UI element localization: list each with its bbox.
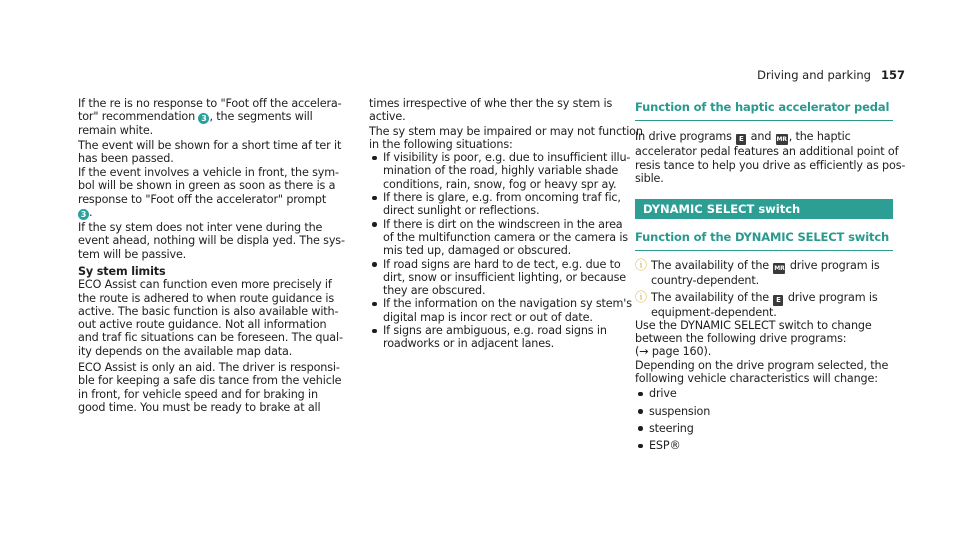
- list-item: [369, 258, 631, 298]
- column-1: [78, 97, 350, 414]
- column-3-lower: [635, 231, 893, 453]
- dynamic-select-heading: [635, 231, 893, 251]
- e-program-icon: E: [736, 134, 746, 145]
- section-title: Driving and parking: [757, 68, 871, 82]
- list-item: suspension: [635, 405, 893, 418]
- mr-program-icon: MR: [776, 136, 787, 144]
- text-line: good time. You must be ready to brake at all: [78, 400, 321, 414]
- text-line: [635, 130, 893, 145]
- text-line: direct sunlight or reflections.: [383, 204, 540, 218]
- text: The availability of the: [651, 290, 773, 304]
- paragraph: [635, 130, 906, 185]
- text-line: between the following drive programs:: [635, 332, 847, 346]
- text-line: active.: [369, 110, 406, 124]
- note: [635, 291, 893, 319]
- subheading: Sy stem limits: [78, 264, 166, 278]
- list-item: ESP®: [635, 439, 893, 452]
- column-2: [369, 97, 643, 351]
- paragraph: [78, 361, 350, 414]
- text-line: [78, 206, 350, 220]
- text-line: tem will be passive.: [78, 247, 187, 261]
- page-header: [757, 68, 905, 82]
- e-program-icon: E: [773, 295, 783, 306]
- text-line: If the information on the navigation sy stem's: [383, 297, 632, 311]
- paragraph: [635, 359, 893, 386]
- text-line: mination of the road, highly variable shade: [383, 164, 619, 178]
- text-line: If the sy stem does not inter vene during the: [78, 221, 323, 235]
- text-line: times irrespective of whe ther the sy stem is: [369, 97, 613, 110]
- text-line: in the following situations:: [369, 137, 513, 151]
- text: drive program is: [786, 259, 880, 273]
- paragraph: [78, 139, 350, 166]
- text-line: bol will be shown in green as soon as there is a: [78, 179, 336, 193]
- characteristics-list: [635, 387, 893, 452]
- text-line: ECO Assist can function even more precisely if: [78, 278, 332, 292]
- text: drive program is: [784, 290, 878, 304]
- callout-3-icon: 3: [198, 113, 209, 124]
- text-line: If road signs are hard to de tect, e.g. due to: [383, 257, 621, 271]
- text: The availability of the: [651, 259, 773, 273]
- note: [635, 259, 893, 287]
- page-link[interactable]: (→ page 160).: [635, 345, 712, 359]
- paragraph: [369, 97, 631, 124]
- text-line: The sy stem may be impaired or may not function: [369, 124, 643, 138]
- text: , the haptic: [788, 130, 851, 144]
- text-line: active. The basic function is also available with‐: [78, 304, 339, 318]
- text-line: following vehicle characteristics will change:: [635, 372, 878, 386]
- text: tor" recommendation: [78, 110, 199, 124]
- text-line: roadworks or in adjacent lanes.: [383, 337, 555, 351]
- text-line: event ahead, nothing will be displa yed. The sys‐: [78, 234, 345, 248]
- mr-program-icon: MR: [774, 265, 785, 273]
- list-item: [369, 191, 631, 218]
- text-line: If the event involves a vehicle in front, the sym‐: [78, 166, 339, 180]
- text-line: If the re is no response to "Foot off the accelera‐: [78, 97, 342, 110]
- text-line: sible.: [635, 171, 664, 185]
- text-line: response to "Foot off the accelerator" prompt: [78, 192, 327, 206]
- callout-3-icon: 3: [78, 209, 89, 220]
- list-item: [369, 151, 631, 191]
- text-line: out active route guidance. Not all information: [78, 318, 327, 332]
- paragraph: [78, 265, 350, 358]
- info-note-icon: ⓘ: [635, 289, 647, 304]
- page-number: 157: [880, 68, 905, 82]
- text-line: conditions, rain, snow, fog or heavy spr ay.: [383, 177, 617, 191]
- text-line: dirt, snow or insufficient lighting, or because: [383, 270, 627, 284]
- heading-text: Function of the haptic accelerator pedal: [635, 100, 890, 114]
- text-line: [651, 259, 893, 274]
- paragraph: [78, 221, 350, 261]
- text-line: mis ted up, damaged or obscured.: [383, 244, 572, 258]
- text-line: The event will be shown for a short time af ter it: [78, 138, 342, 152]
- paragraph: [635, 319, 893, 359]
- text-line: resis tance to help you drive as efficiently as pos‐: [635, 158, 906, 172]
- text-line: has been passed.: [78, 151, 174, 165]
- paragraph: [78, 166, 350, 220]
- text-line: in front, for vehicle speed and for braking in: [78, 387, 318, 401]
- text-line: the route is adhered to when route guidance is: [78, 291, 334, 305]
- text-line: equipment-dependent.: [651, 305, 777, 319]
- section-banner: DYNAMIC SELECT switch: [635, 199, 893, 219]
- text-line: they are obscured.: [383, 284, 486, 298]
- list-item: drive: [635, 387, 893, 400]
- text-line: If visibility is poor, e.g. due to insufficient illu‐: [383, 151, 631, 165]
- text: and: [747, 130, 775, 144]
- list-item: [369, 324, 631, 351]
- text-line: accelerator pedal features an additional point of: [635, 145, 899, 159]
- text-line: ity depends on the available map data.: [78, 344, 293, 358]
- text-line: If there is glare, e.g. from oncoming traf fic,: [383, 191, 621, 205]
- list-item: [369, 297, 631, 324]
- text-line: of the multifunction camera or the camera is: [383, 230, 628, 244]
- text-line: digital map is incor rect or out of date.: [383, 310, 593, 324]
- text-line: Use the DYNAMIC SELECT switch to change: [635, 318, 872, 332]
- paragraph: [78, 97, 350, 138]
- text-line: If signs are ambiguous, e.g. road signs in: [383, 324, 607, 338]
- text: In drive programs: [635, 130, 736, 144]
- info-note-icon: ⓘ: [635, 258, 647, 273]
- text-line: remain white.: [78, 124, 153, 138]
- text-line: ECO Assist is only an aid. The driver is responsi‐: [78, 361, 340, 375]
- text-line: country-dependent.: [651, 274, 760, 288]
- paragraph: [369, 124, 643, 152]
- text: , the segments will: [209, 110, 313, 124]
- text-line: [78, 110, 350, 124]
- list-item: [369, 218, 631, 258]
- column-3: [635, 100, 906, 185]
- text: .: [89, 206, 93, 220]
- text-line: Depending on the drive program selected, the: [635, 358, 889, 372]
- text-line: [651, 291, 893, 306]
- text-line: ble for keeping a safe dis tance from the vehicle: [78, 374, 342, 388]
- limits-list: [369, 151, 631, 350]
- haptic-heading: [635, 101, 893, 121]
- text-line: If there is dirt on the windscreen in the area: [383, 217, 623, 231]
- list-item: steering: [635, 422, 893, 435]
- text-line: and traf fic situations can be foreseen. The qual‐: [78, 331, 343, 345]
- heading-text: Function of the DYNAMIC SELECT switch: [635, 230, 890, 244]
